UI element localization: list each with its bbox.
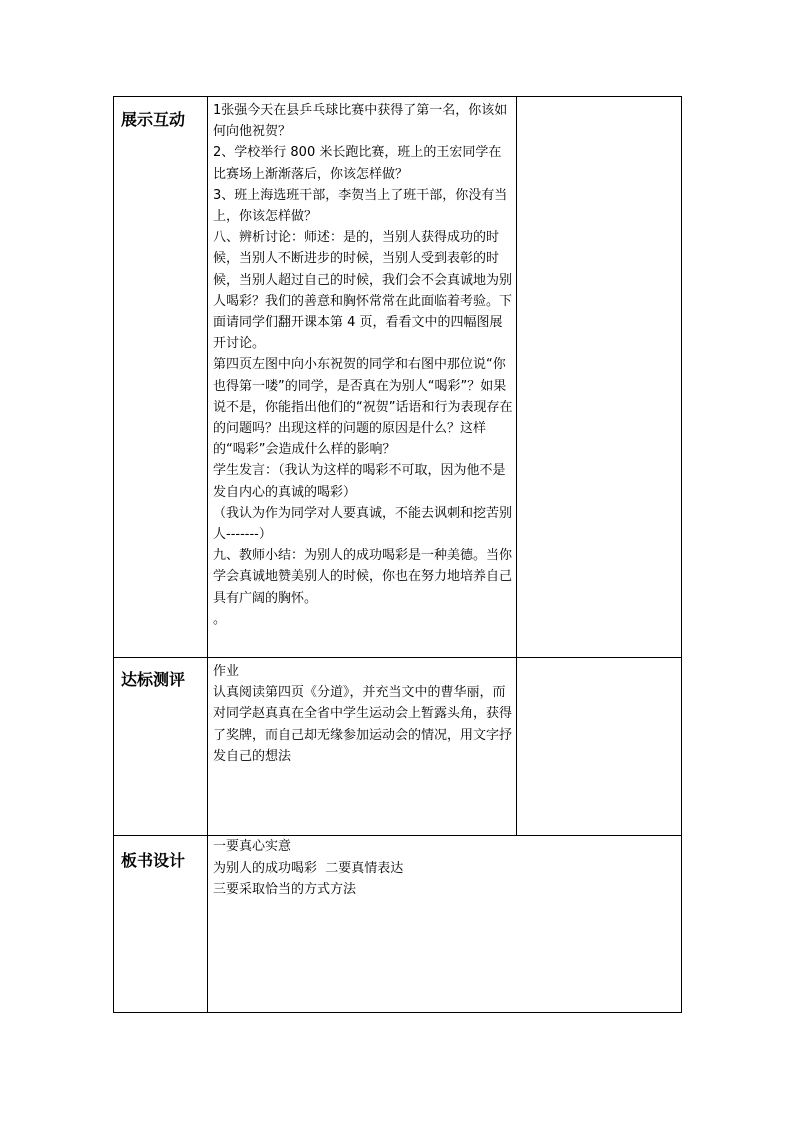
paragraph: （我认为作为同学对人要真诚，不能去讽刺和挖苦别人-------） xyxy=(213,505,513,543)
paragraph: 作业 xyxy=(213,664,240,679)
table-row-board-design xyxy=(114,836,681,1012)
paragraph: 为别人的成功喝彩 二要真情表达 xyxy=(213,860,404,876)
table-row-display-interaction xyxy=(114,97,681,658)
lesson-plan-table xyxy=(113,96,682,1013)
paragraph: 。 xyxy=(213,611,227,627)
paragraph: 2、学校举行 800 米长跑比赛，班上的王宏同学在比赛场上渐渐落后，你该怎样做？ xyxy=(213,145,502,182)
row-content xyxy=(208,658,517,835)
paragraph: 三要采取恰当的方式方法 xyxy=(213,882,357,897)
row-content xyxy=(208,836,681,1012)
notes-cell xyxy=(517,658,681,835)
notes-cell xyxy=(517,97,681,657)
paragraph: 学生发言：（我认为这样的喝彩不可取，因为他不是发自内心的真诚的喝彩） xyxy=(213,463,506,500)
paragraph: 一要真心实意 xyxy=(213,839,292,854)
paragraph: 1张强今天在县乒乓球比赛中获得了第一名，你该如何向他祝贺？ xyxy=(213,103,508,140)
row-label: 板书设计 xyxy=(114,836,208,1012)
paragraph: 3、班上海选班干部，李贺当上了班干部，你没有当上，你该怎样做？ xyxy=(213,187,508,225)
paragraph: 第四页左图中向小东祝贺的同学和右图中那位说“你也得第一喽”的同学，是否真在为别人“喝彩”？如果说不是，你能指出他们的“祝贺”话语和行为表现存在的问题吗？出现这样的问题的原因是什么？这样的“喝彩”会造成什么样的影响？ xyxy=(213,357,513,458)
row-label: 达标测评 xyxy=(114,658,208,835)
row-label: 展示互动 xyxy=(114,97,208,657)
paragraph: 认真阅读第四页《分道》，并充当文中的曹华丽，而对同学赵真真在全省中学生运动会上暂露头角，获得了奖牌，而自己却无缘参加运动会的情况，用文字抒发自己的想法 xyxy=(213,685,513,764)
table-row-assessment xyxy=(114,658,681,836)
paragraph: 八、辨析讨论：师述：是的，当别人获得成功的时候，当别人不断进步的时候，当别人受到表彰的时候，当别人超过自己的时候，我们会不会真诚地为别人喝彩？我们的善意和胸怀常常在此面临着考验。下面请同学们翻开课本第 4 页，看看文中的四幅图展开讨论。 xyxy=(213,230,513,352)
row-content xyxy=(208,97,517,657)
paragraph: 九、教师小结：为别人的成功喝彩是一种美德。当你学会真诚地赞美别人的时候，你也在努力地培养自己具有广阔的胸怀。 xyxy=(213,548,513,606)
